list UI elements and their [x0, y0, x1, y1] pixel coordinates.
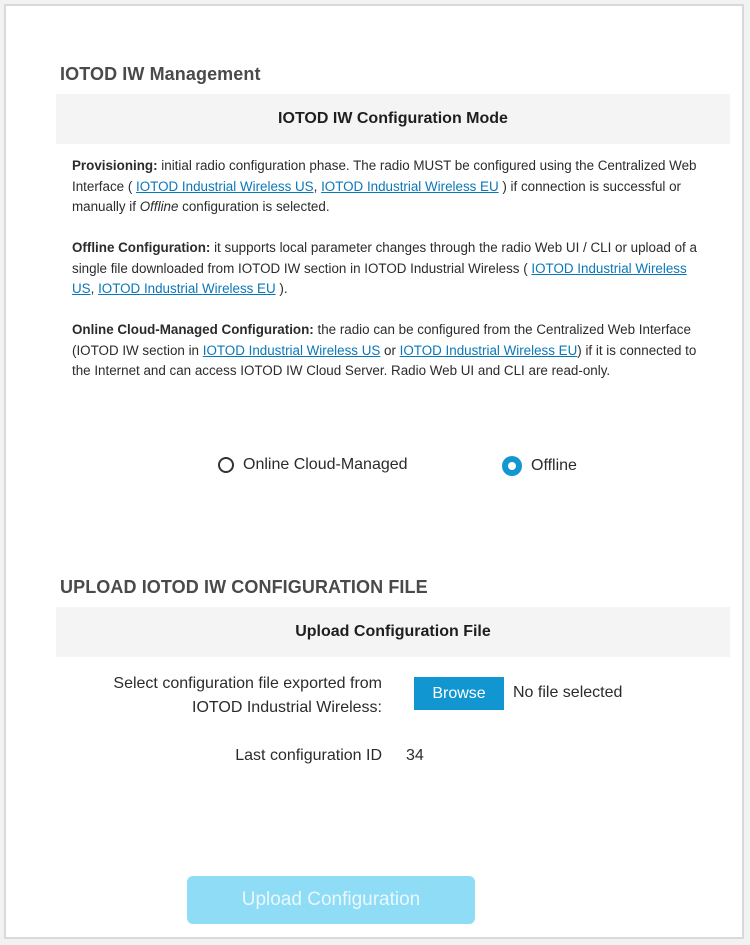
management-title: IOTOD IW Management — [60, 64, 261, 84]
select-file-label-line1: Select configuration file exported from — [113, 675, 382, 692]
provisioning-text: initial radio configuration phase. The radio MUST be configured using the Centralized Web Interface ( — [72, 158, 697, 194]
config-mode-header — [56, 94, 730, 144]
offline-italic: Offline — [139, 199, 179, 214]
file-status-text: No file selected — [513, 684, 623, 701]
radio-online-label: Online Cloud-Managed — [243, 456, 408, 473]
link-industrial-wireless-us[interactable]: IOTOD Industrial Wireless US — [136, 178, 314, 194]
radio-online-cloud-managed[interactable] — [218, 456, 408, 474]
config-mode-radio-group — [60, 456, 732, 476]
radio-checked-icon[interactable] — [502, 456, 522, 476]
provisioning-text: ) if connection is successful or manually if — [72, 178, 681, 214]
online-label: Online Cloud-Managed Configuration: — [72, 322, 314, 337]
config-mode-header-label: IOTOD IW Configuration Mode — [278, 110, 508, 127]
radio-offline-label: Offline — [531, 457, 577, 474]
browse-button[interactable]: Browse — [414, 677, 504, 710]
online-paragraph — [72, 320, 712, 382]
last-config-id-value: 34 — [406, 747, 424, 764]
link-industrial-wireless-us[interactable]: IOTOD Industrial Wireless US — [202, 342, 381, 358]
radio-unchecked-icon[interactable] — [218, 457, 234, 473]
link-industrial-wireless-eu[interactable]: IOTOD Industrial Wireless EU — [98, 281, 276, 296]
radio-offline[interactable] — [502, 456, 577, 476]
upload-configuration-button[interactable]: Upload Configuration — [187, 876, 475, 924]
online-text: the radio can be configured from the Centralized Web Interface (IOTOD IW section in — [72, 322, 691, 358]
link-separator: , — [313, 178, 322, 194]
provisioning-label: Provisioning: — [72, 158, 158, 173]
link-industrial-wireless-us[interactable]: IOTOD Industrial Wireless US — [72, 260, 687, 296]
offline-text: it supports local parameter changes through the radio Web UI / CLI or upload of a single file downloaded from IOTOD IW section in IOTOD Industrial Wireless ( — [72, 240, 697, 276]
last-config-id-label: Last configuration ID — [235, 747, 382, 764]
page-frame — [4, 4, 744, 939]
upload-file-header — [56, 607, 730, 657]
online-text: ) if it is connected to the Internet and can access IOTOD IW Cloud Server. Radio Web UI and CLI are read-only. — [72, 342, 697, 378]
offline-paragraph — [72, 238, 712, 300]
provisioning-paragraph — [72, 156, 712, 218]
offline-label: Offline Configuration: — [72, 240, 211, 255]
provisioning-text: configuration is selected. — [178, 199, 330, 214]
select-file-label-line2: IOTOD Industrial Wireless: — [192, 699, 382, 716]
upload-file-header-label: Upload Configuration File — [295, 623, 491, 640]
link-industrial-wireless-eu[interactable]: IOTOD Industrial Wireless EU — [321, 178, 499, 194]
link-separator: , — [90, 281, 99, 296]
offline-text: ). — [275, 281, 288, 296]
link-industrial-wireless-eu[interactable]: IOTOD Industrial Wireless EU — [399, 342, 578, 358]
upload-section-title: UPLOAD IOTOD IW CONFIGURATION FILE — [60, 577, 428, 597]
link-separator: or — [380, 342, 400, 358]
select-file-label — [113, 672, 382, 720]
